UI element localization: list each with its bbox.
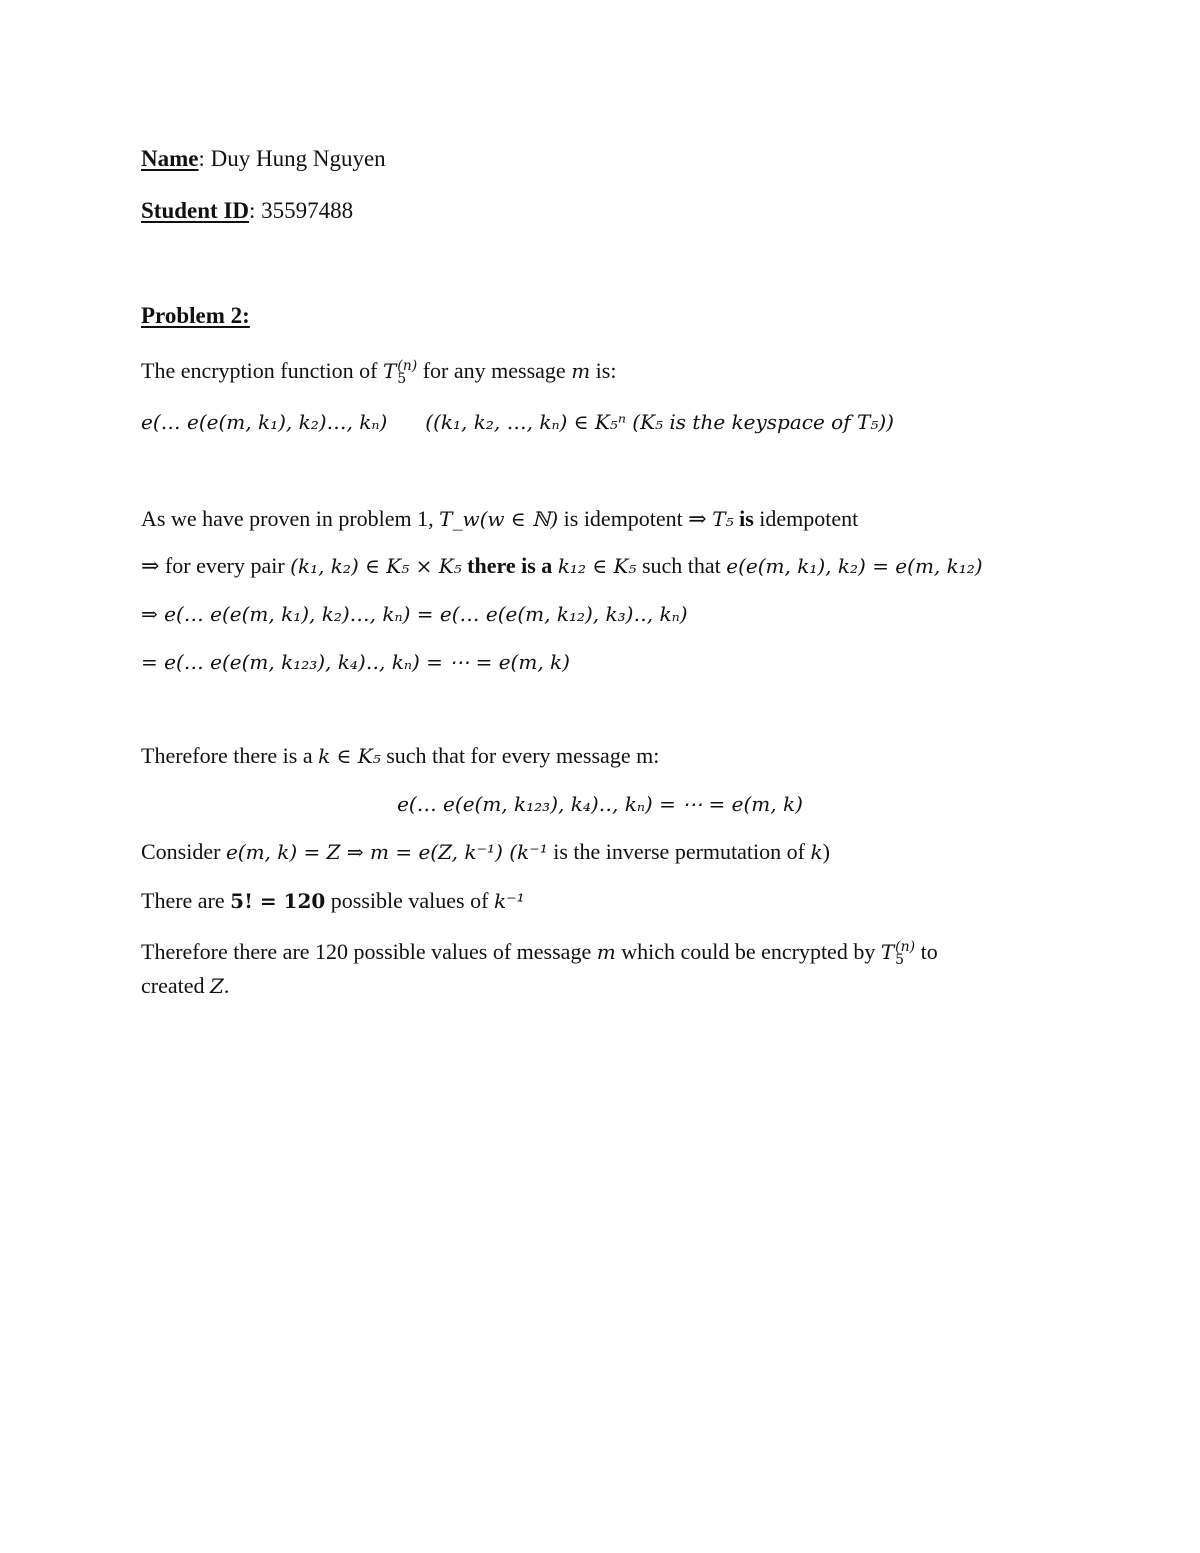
math-T-base: T bbox=[880, 940, 895, 964]
text-fragment: Consider bbox=[141, 839, 226, 864]
text-fragment: Therefore there are 120 possible values of message bbox=[141, 939, 597, 964]
line-created bbox=[141, 972, 229, 1000]
math-m: m bbox=[596, 940, 616, 964]
math-k: k bbox=[810, 840, 823, 864]
problem-title: Problem 2: bbox=[141, 303, 250, 328]
problem-heading bbox=[141, 302, 250, 330]
math-implication: ⇒ e(… e(e(m, k₁), k₂)…, kₙ) = e(… e(e(m, k₁₂), k₃)‥, kₙ) bbox=[141, 602, 688, 626]
line-idempotent bbox=[141, 505, 858, 533]
math-Z: Z bbox=[210, 974, 224, 998]
math-T bbox=[382, 357, 418, 387]
math-m: m bbox=[571, 359, 591, 383]
student-id-label: Student ID bbox=[141, 198, 250, 223]
line-implication bbox=[141, 600, 688, 628]
math-T-sub: 5 bbox=[397, 370, 407, 387]
math-Tw: T_w(w ∈ ℕ) bbox=[439, 507, 559, 531]
text-fragment: The encryption function of bbox=[141, 358, 383, 383]
math-k-in-K5: k ∈ K₅ bbox=[318, 744, 381, 768]
text-fragment: such that for every message m: bbox=[380, 743, 660, 768]
math-T-sup: (n) bbox=[397, 357, 418, 374]
math-k12: k₁₂ ∈ K₅ bbox=[557, 554, 637, 578]
text-fragment: for any message bbox=[417, 358, 572, 383]
text-fragment: is the inverse permutation of bbox=[547, 839, 811, 864]
math-keyspace-condition: ((k₁, k₂, …, kₙ) ∈ K₅ⁿ (K₅ is the keyspace of T₅)) bbox=[425, 410, 894, 434]
text-fragment: . bbox=[223, 973, 230, 998]
math-T-scripts bbox=[397, 357, 418, 387]
text-fragment: possible values of bbox=[325, 888, 494, 913]
text-fragment: Therefore there is a bbox=[141, 743, 319, 768]
line-consider bbox=[141, 838, 830, 866]
line-therefore-k bbox=[141, 742, 659, 770]
text-fragment: created bbox=[141, 973, 210, 998]
math-T bbox=[880, 938, 916, 968]
math-factorial: 5! = 120 bbox=[230, 889, 326, 913]
student-id-line bbox=[141, 197, 353, 225]
name-label: Name bbox=[141, 146, 199, 171]
line-every-pair bbox=[141, 552, 983, 580]
math-equality-chain: = e(… e(e(m, k₁₂₃), k₄)‥, kₙ) = ⋯ = e(m, k) bbox=[141, 650, 570, 674]
text-fragment: to bbox=[915, 939, 938, 964]
name-value: : Duy Hung Nguyen bbox=[198, 146, 386, 171]
math-T-sup: (n) bbox=[895, 938, 916, 955]
text-fragment: ⇒ for every pair bbox=[141, 553, 291, 578]
math-T-scripts bbox=[895, 938, 916, 968]
text-bold-there-is-a: there is a bbox=[461, 553, 558, 578]
line-encryption-formula bbox=[141, 408, 894, 436]
math-pair: (k₁, k₂) ∈ K₅ × K₅ bbox=[290, 554, 462, 578]
text-fragment: is: bbox=[590, 358, 617, 383]
centered-equation bbox=[0, 790, 1200, 818]
text-fragment: ) bbox=[822, 839, 830, 864]
text-bold-is: is bbox=[733, 506, 754, 531]
text-fragment: is idempotent ⇒ bbox=[558, 506, 713, 531]
math-centered-equation: e(… e(e(m, k₁₂₃), k₄)‥, kₙ) = ⋯ = e(m, k) bbox=[397, 792, 803, 816]
text-fragment: As we have proven in problem 1, bbox=[141, 506, 440, 531]
math-composition: e(e(m, k₁), k₂) = e(m, k₁₂) bbox=[726, 554, 983, 578]
math-encryption-formula: e(… e(e(m, k₁), k₂)…, kₙ) bbox=[141, 410, 388, 434]
line-encryption-function bbox=[141, 357, 616, 386]
text-fragment: There are bbox=[141, 888, 231, 913]
text-fragment: which could be encrypted by bbox=[615, 939, 881, 964]
math-inverse: e(m, k) = Z ⇒ m = e(Z, k⁻¹) (k⁻¹ bbox=[225, 840, 548, 864]
math-T-sub: 5 bbox=[895, 951, 905, 968]
math-k-inverse: k⁻¹ bbox=[493, 889, 525, 913]
name-line bbox=[141, 145, 386, 173]
text-fragment: such that bbox=[636, 553, 727, 578]
line-conclusion bbox=[141, 938, 938, 967]
math-T5: T₅ bbox=[712, 507, 734, 531]
text-fragment: idempotent bbox=[753, 506, 859, 531]
student-id-value: : 35597488 bbox=[249, 198, 354, 223]
math-T-base: T bbox=[382, 359, 397, 383]
line-equality-chain bbox=[141, 648, 570, 676]
line-there-are bbox=[141, 887, 525, 915]
